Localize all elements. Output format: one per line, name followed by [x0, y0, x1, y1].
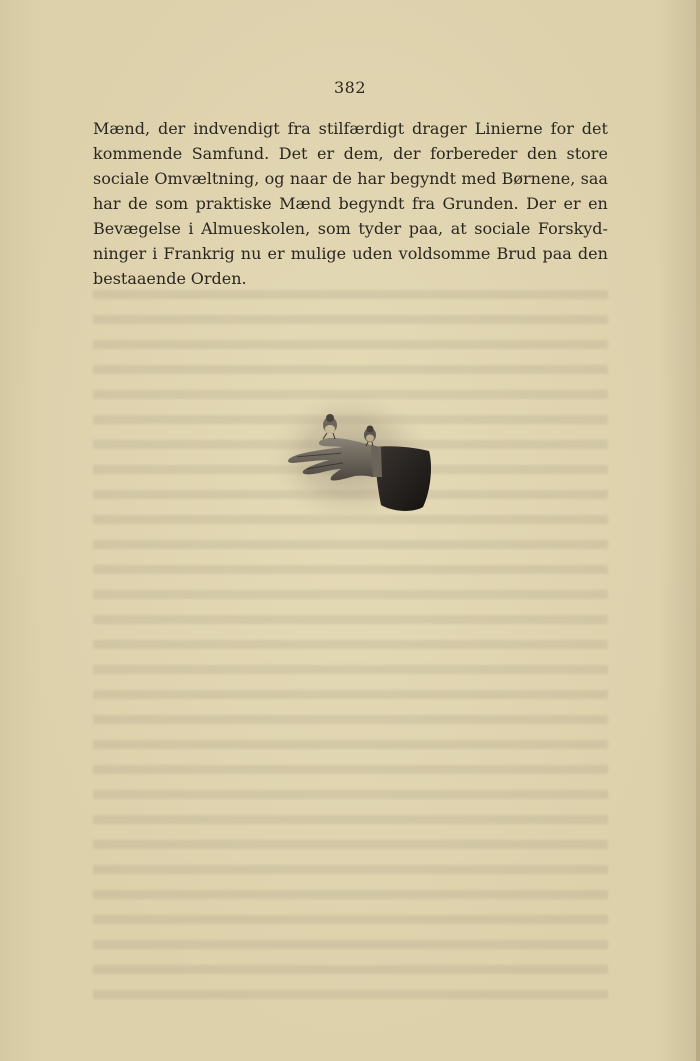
word: sociale	[474, 219, 531, 238]
word: Bevægelse	[93, 219, 181, 238]
word: forbereder	[430, 144, 518, 163]
word: Orden.	[190, 269, 247, 288]
word: er	[267, 244, 285, 263]
word: Der	[526, 194, 557, 213]
text-line	[93, 141, 608, 166]
word: det	[581, 119, 608, 138]
text-line	[93, 241, 608, 266]
word: har	[93, 194, 121, 213]
word: mulige	[290, 244, 347, 263]
word: saa	[580, 169, 608, 188]
word: den	[577, 244, 608, 263]
word: Børnene,	[501, 169, 576, 188]
word: praktiske	[195, 194, 272, 213]
word: naar	[289, 169, 327, 188]
word: paa,	[408, 219, 444, 238]
word: i	[188, 219, 194, 238]
word: uden	[352, 244, 393, 263]
word: indvendigt	[193, 119, 280, 138]
page-edge	[696, 0, 700, 1061]
word: er	[563, 194, 581, 213]
word: tyder	[358, 219, 402, 238]
word: fra	[287, 119, 311, 138]
word: de	[332, 169, 352, 188]
word: drager	[412, 119, 467, 138]
hand-with-birds-icon	[263, 385, 438, 530]
word: en	[588, 194, 608, 213]
word: ninger	[93, 244, 147, 263]
word: har	[357, 169, 385, 188]
word: Omvæltning,	[154, 169, 260, 188]
word: voldsomme	[398, 244, 491, 263]
word: Samfund.	[191, 144, 270, 163]
word: fra	[411, 194, 436, 213]
text-line	[93, 216, 608, 241]
word: der	[393, 144, 421, 163]
word: de	[127, 194, 148, 213]
word: er	[317, 144, 335, 163]
word: Grunden.	[442, 194, 519, 213]
word: Almueskolen,	[201, 219, 311, 238]
word: begyndt	[390, 169, 457, 188]
paragraph	[93, 116, 608, 291]
page-number: 382	[333, 78, 367, 97]
word: store	[566, 144, 608, 163]
word: i	[152, 244, 158, 263]
word: med	[461, 169, 497, 188]
word: stilfærdigt	[318, 119, 405, 138]
text-line	[93, 166, 608, 191]
word: for	[550, 119, 574, 138]
text-line	[93, 191, 608, 216]
word: dem,	[343, 144, 384, 163]
word: som	[155, 194, 189, 213]
word: Mænd	[279, 194, 332, 213]
word: den	[526, 144, 557, 163]
text-line	[93, 266, 608, 291]
word: Forskyd-	[537, 219, 608, 238]
word: Frankrig	[163, 244, 235, 263]
word: som	[317, 219, 351, 238]
word: Linierne	[474, 119, 543, 138]
word: Det	[278, 144, 308, 163]
word: begyndt	[338, 194, 405, 213]
word: sociale	[93, 169, 150, 188]
word: bestaaende	[93, 269, 186, 288]
text-line	[93, 116, 608, 141]
word: kommende	[93, 144, 183, 163]
word: nu	[240, 244, 262, 263]
word: Brud	[496, 244, 537, 263]
word: paa	[542, 244, 572, 263]
word: og	[264, 169, 285, 188]
word: Mænd,	[93, 119, 151, 138]
word: der	[157, 119, 186, 138]
word: at	[450, 219, 467, 238]
